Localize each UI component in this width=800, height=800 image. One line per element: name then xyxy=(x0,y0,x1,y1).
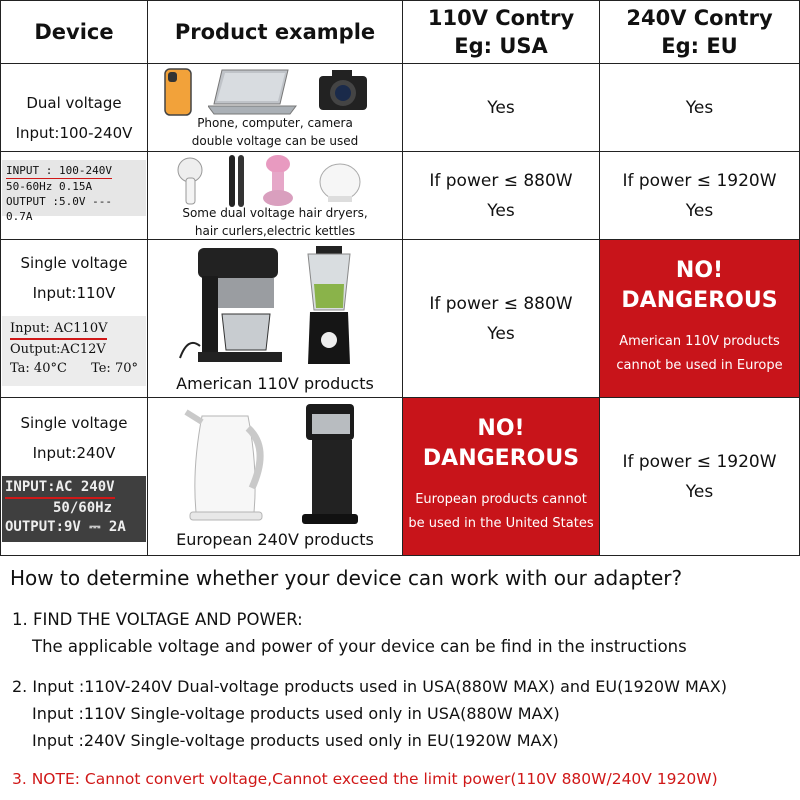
dual-appliances-110v-condition: If power ≤ 880W xyxy=(429,170,573,191)
single240-110v-danger xyxy=(402,397,600,556)
dual-electronics-110v-value: Yes xyxy=(487,97,515,118)
dual-appliances-240v-condition: If power ≤ 1920W xyxy=(622,170,777,191)
plate3-line1: INPUT:AC 240V xyxy=(5,478,115,499)
single110-110v-value: Yes xyxy=(487,323,515,344)
header-product-example xyxy=(147,0,403,64)
single240-240v-condition: If power ≤ 1920W xyxy=(622,451,777,472)
step2-line3: Input :240V Single-voltage products used only in EU(1920W MAX) xyxy=(32,731,559,750)
single110-240v-danger xyxy=(599,239,800,398)
caption-american-products: American 110V products xyxy=(176,374,374,393)
phone-icon xyxy=(164,68,192,116)
danger-dangerous-label: DANGEROUS xyxy=(621,288,778,313)
danger2-dangerous-label: DANGEROUS xyxy=(422,446,580,471)
header-240v xyxy=(599,0,800,64)
header-device-label: Device xyxy=(34,20,114,44)
header-240v-line2: Eg: EU xyxy=(661,34,738,58)
danger-note-line1: American 110V products xyxy=(619,334,780,349)
coffee-maker-icon xyxy=(178,246,288,366)
camera-icon xyxy=(318,68,368,112)
laptop-icon xyxy=(208,68,298,116)
device-240-line1: Single voltage xyxy=(20,414,128,432)
step2-line1: 2. Input :110V-240V Dual-voltage products used in USA(880W MAX) and EU(1920W MAX) xyxy=(12,677,727,696)
danger2-note-line2: be used in the United States xyxy=(408,516,594,531)
plate3-line2: 50/60Hz xyxy=(53,500,113,516)
electric-kettle-icon xyxy=(316,156,366,206)
device-dual-line1: Dual voltage xyxy=(26,94,122,112)
dual-appliances-110v-value: Yes xyxy=(487,200,515,221)
single110-110v xyxy=(402,239,600,398)
single240-240v xyxy=(599,397,800,556)
danger2-note-line1: European products cannot xyxy=(415,492,587,507)
single-serve-coffee-icon xyxy=(298,402,362,526)
garment-steamer-icon xyxy=(258,154,298,208)
danger-no-label: NO! xyxy=(675,258,724,283)
single-240v-label-plate xyxy=(2,476,146,542)
dual-electronics-240v-value: Yes xyxy=(685,97,714,118)
header-110v xyxy=(402,0,600,64)
single-110v-label-plate xyxy=(2,316,146,386)
dual-electronics-110v xyxy=(402,63,600,152)
plate2-line1: Input: AC110V xyxy=(10,319,107,340)
plate3-line3: OUTPUT:9V ⎓ 2A xyxy=(5,519,126,535)
danger-note-line2: cannot be used in Europe xyxy=(616,358,783,373)
header-product-label: Product example xyxy=(174,20,376,44)
dual-appliances-240v-value: Yes xyxy=(685,200,714,221)
caption-electronics-2: double voltage can be used xyxy=(191,134,359,148)
device-240-line2: Input:240V xyxy=(32,444,116,462)
header-240v-line1: 240V Contry xyxy=(626,6,773,30)
plate2-line3b: Te: 70° xyxy=(91,361,138,376)
step1-title: 1. FIND THE VOLTAGE AND POWER: xyxy=(12,610,303,629)
note-warning: 3. NOTE: Cannot convert voltage,Cannot exceed the limit power(110V 880W/240V 1920W) xyxy=(12,770,718,788)
plate2-line2: Output:AC12V xyxy=(10,342,106,357)
header-device xyxy=(0,0,148,64)
guide-question: How to determine whether your device can work with our adapter? xyxy=(10,566,683,590)
white-kettle-icon xyxy=(182,408,272,524)
dual-appliances-110v xyxy=(402,151,600,240)
device-110-line1: Single voltage xyxy=(20,254,128,272)
header-110v-line2: Eg: USA xyxy=(454,34,548,58)
caption-european-products: European 240V products xyxy=(176,530,374,549)
dual-voltage-label-plate xyxy=(2,160,146,223)
plate2-line3a: Ta: 40°C xyxy=(10,361,67,376)
hair-curler-icon xyxy=(226,154,248,208)
device-dual-line2: Input:100-240V xyxy=(15,124,133,142)
product-dual-appliances xyxy=(147,151,403,240)
device-110-line2: Input:110V xyxy=(32,284,116,302)
hair-dryer-icon xyxy=(176,156,210,206)
plate1-line1: INPUT : 100-240V xyxy=(6,164,112,177)
product-dual-electronics xyxy=(147,63,403,152)
step1-body: The applicable voltage and power of your device can be find in the instructions xyxy=(32,637,687,656)
danger2-no-label: NO! xyxy=(477,416,525,441)
single240-240v-value: Yes xyxy=(685,481,714,502)
dual-appliances-240v xyxy=(599,151,800,240)
caption-appliances-2: hair curlers,electric kettles xyxy=(194,224,356,238)
caption-electronics-1: Phone, computer, camera xyxy=(197,116,353,130)
single110-110v-condition: If power ≤ 880W xyxy=(429,293,573,314)
product-european-240v xyxy=(147,397,403,556)
header-110v-line1: 110V Contry xyxy=(427,6,575,30)
plate1-line2: 50-60Hz 0.15A xyxy=(6,180,93,193)
blender-icon xyxy=(298,244,358,368)
product-american-110v xyxy=(147,239,403,398)
step2-line2: Input :110V Single-voltage products used only in USA(880W MAX) xyxy=(32,704,560,723)
caption-appliances-1: Some dual voltage hair dryers, xyxy=(182,206,368,220)
dual-electronics-240v xyxy=(599,63,800,152)
plate1-line3: OUTPUT :5.0V --- 0.7A xyxy=(6,195,112,223)
